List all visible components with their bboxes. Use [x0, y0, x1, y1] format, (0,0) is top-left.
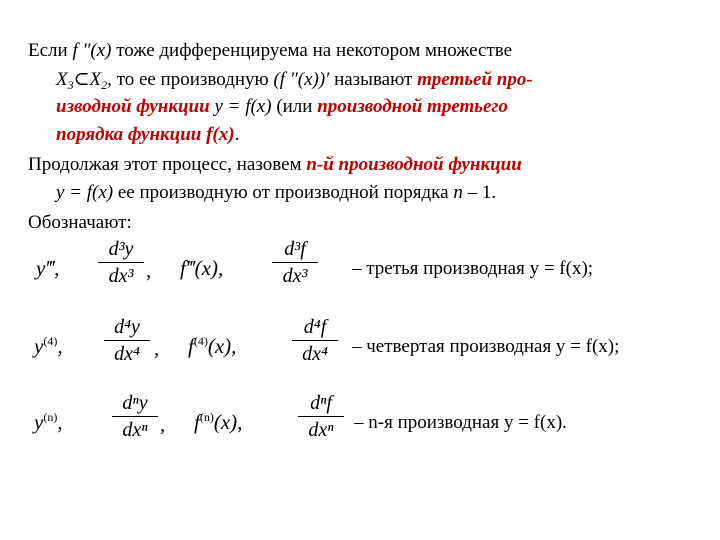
set-x3: $X_3$ [56, 69, 74, 92]
text-differentiable: тоже дифференцируема на некотором множестве [111, 40, 513, 61]
text-minus-one: – 1. [462, 182, 497, 203]
formula-derivative-of-f-second: (f ″(x))′ [273, 69, 330, 90]
formula-f-second: f ″(x) [72, 40, 112, 61]
fraction-numerator: dⁿf [310, 392, 332, 414]
subset-symbol: ⊂ [73, 69, 90, 90]
term-of-function: изводной функции [56, 96, 210, 117]
comma: , [146, 258, 152, 282]
fraction-numerator: d⁴y [114, 316, 140, 338]
notation-dny-dxn [112, 392, 158, 441]
notation-d4f-dx4 [292, 316, 338, 365]
formula-y-equals-fx: y = f(x) [209, 96, 277, 117]
fraction-bar [272, 262, 318, 263]
fraction-denominator: dx⁴ [114, 343, 140, 365]
comma: , [154, 336, 160, 360]
notation-dnf-dxn [298, 392, 344, 441]
text-if: Если [28, 40, 73, 61]
paragraph-1-line-4 [56, 124, 239, 146]
fraction-denominator: dxⁿ [122, 419, 148, 441]
term-order-of-function: порядка функции f(x) [56, 124, 235, 145]
fraction-numerator: d⁴f [303, 316, 327, 338]
notation-y-n: $y^{(n)}$, [34, 410, 63, 434]
paragraph-2-line-1 [28, 154, 522, 176]
notation-d3f-dx3 [272, 238, 318, 287]
fraction-bar [98, 262, 144, 263]
fraction-denominator: dx⁴ [302, 343, 328, 365]
period: . [234, 124, 240, 145]
notation-f-4-x: $f^{(4)}(x)$, [188, 334, 237, 358]
paragraph-1-line-1 [28, 40, 512, 62]
notation-f-n-x: $f^{(n)}(x)$, [194, 410, 243, 434]
paragraph-2-line-2 [56, 182, 496, 204]
notation-d3y-dx3 [98, 238, 144, 287]
fraction-numerator: d³f [284, 238, 306, 260]
symbol-n: n [453, 182, 463, 203]
fraction-numerator: d³y [108, 238, 134, 260]
term-third-order-derivative: производной третьего [317, 96, 508, 117]
text-derivative-of-order: ее производную от производной порядка [113, 182, 454, 203]
comma: , [160, 412, 166, 436]
paragraph-1-line-3 [56, 96, 508, 118]
fraction-denominator: dxⁿ [308, 419, 334, 441]
notation-label: Обозначают: [28, 212, 132, 233]
notation-y-triple-prime: y‴, [36, 256, 60, 280]
formula-y-fx: y = f(x) [56, 182, 114, 203]
description-third-derivative: – третья производная y = f(x); [352, 258, 594, 279]
set-x2: $X_2$ [89, 69, 108, 92]
term-nth-derivative: n-й производной функции [306, 154, 522, 175]
fraction-bar [292, 340, 338, 341]
fraction-numerator: dⁿy [122, 392, 148, 414]
term-third-derivative: третьей про- [417, 69, 533, 90]
fraction-bar [298, 416, 344, 417]
description-nth-derivative: – n-я производная y = f(x). [354, 412, 567, 433]
fraction-bar [104, 340, 150, 341]
description-fourth-derivative: – четвертая производная y = f(x); [352, 336, 620, 357]
fraction-denominator: dx³ [108, 265, 134, 287]
notation-y-4: $y^{(4)}$, [34, 334, 63, 358]
fraction-denominator: dx³ [282, 265, 308, 287]
paragraph-1-line-2 [56, 68, 533, 93]
notation-d4y-dx4 [104, 316, 150, 365]
text-called: называют [329, 69, 418, 90]
notation-f-triple-prime-x: f‴(x), [180, 256, 224, 280]
text-or: (или [276, 96, 318, 117]
fraction-bar [112, 416, 158, 417]
text-derivative: , то ее производную [107, 69, 274, 90]
text-continuing: Продолжая этот процесс, назовем [28, 154, 307, 175]
